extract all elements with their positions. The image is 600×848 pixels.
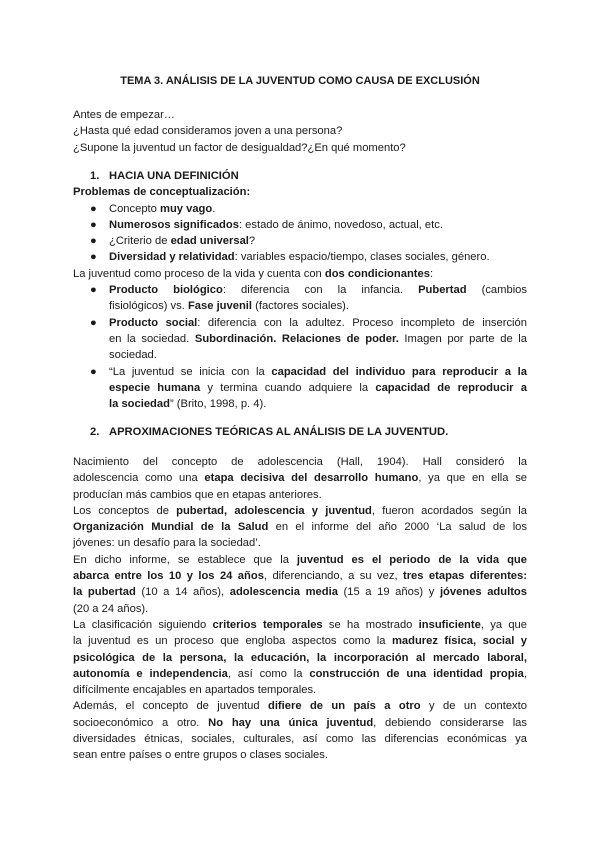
list-item: ● Concepto muy vago.: [73, 201, 527, 217]
paragraph: Los conceptos de pubertad, adolescencia y juventud, fueron acordados según la Organización Mundial de la Salud en el informe del año 2000 ‘La salud de los jóvenes: un desafío para la sociedad’.: [73, 504, 528, 550]
document-title: TEMA 3. ANÁLISIS DE LA JUVENTUD COMO CAUSA DE EXCLUSIÓN: [120, 75, 480, 87]
intro-block: [73, 107, 527, 156]
section-1-heading: 1. HACIA UNA DEFINICIÓN: [90, 170, 239, 182]
list-item: ● ¿Criterio de edad universal?: [73, 233, 527, 249]
intro-line: Antes de empezar…: [73, 109, 175, 121]
paragraph: Nacimiento del concepto de adolescencia (Hall, 1904). Hall consideró la adolescencia como una etapa decisiva del desarrollo humano, ya que en ella se producían más cambios que en etapas anteriores.: [73, 456, 528, 501]
bullet-icon: ●: [90, 365, 97, 378]
list-item: ● Producto biológico: diferencia con la infancia. Pubertad (cambios fisiológicos) vs. Fase juvenil (factores sociales).: [90, 284, 527, 313]
list-item: ● Producto social: diferencia con la adultez. Proceso incompleto de inserción en la sociedad. Subordinación. Relaciones de poder. Imagen por parte de la sociedad.: [90, 316, 527, 362]
bullet-icon: ●: [90, 316, 97, 329]
section-1-subheading: Problemas de conceptualización:: [73, 186, 251, 199]
list-item: ● Numerosos significados: estado de ánimo, novedoso, actual, etc.: [73, 217, 527, 233]
list-item: ● “La juventud se inicia con la capacidad del individuo para reproducir a la especie humana y termina cuando adquiere la capacidad de reproducir a la sociedad” (Brito, 1998, p. 4).: [90, 365, 527, 411]
bullet-icon: ●: [90, 202, 97, 215]
intro-question: ¿Supone la juventud un factor de desigualdad?¿En qué momento?: [73, 141, 406, 154]
bullet-icon: ●: [90, 284, 97, 297]
paragraph: Además, el concepto de juventud difiere de un país a otro y de un contexto socioeconómico a otro. No hay una única juventud, debiendo considerarse las diversidades étnicas, sociales, culturales, así como las diferencias económicas ya sean entre países o entre grupos o clases sociales.: [73, 700, 527, 762]
section-1: [73, 168, 527, 412]
list-item: ● Diversidad y relatividad: variables espacio/tiempo, clases sociales, género.: [73, 249, 527, 265]
section-2-heading: 2. APROXIMACIONES TEÓRICAS AL ANÁLISIS DE LA JUVENTUD.: [90, 426, 449, 438]
bullet-icon: ●: [90, 251, 97, 264]
intro-question: ¿Hasta qué edad consideramos joven a una persona?: [73, 125, 343, 138]
bullet-icon: ●: [90, 218, 97, 231]
paragraph: La clasificación siguiendo criterios temporales se ha mostrado insuficiente, ya que la juventud es un proceso que engloba aspectos como la madurez física, social y psicológica de la persona, la educación, la incorporación al mercado laboral, autonomía e independencia, así como la construcción de una identidad propia, difícilmente encajables en apartados temporales.: [73, 618, 528, 697]
paragraph: La juventud como proceso de la vida y cuenta con dos condicionantes:: [73, 267, 434, 280]
paragraph: En dicho informe, se establece que la juventud es el periodo de la vida que abarca entre los 10 y los 24 años, diferenciando, a su vez, tres etapas diferentes: la pubertad (10 a 14 años), adolescencia media (15 a 19 años) y jóvenes adultos (20 a 24 años).: [73, 553, 527, 615]
bullet-icon: ●: [90, 235, 97, 248]
section-2-body: [73, 454, 527, 764]
